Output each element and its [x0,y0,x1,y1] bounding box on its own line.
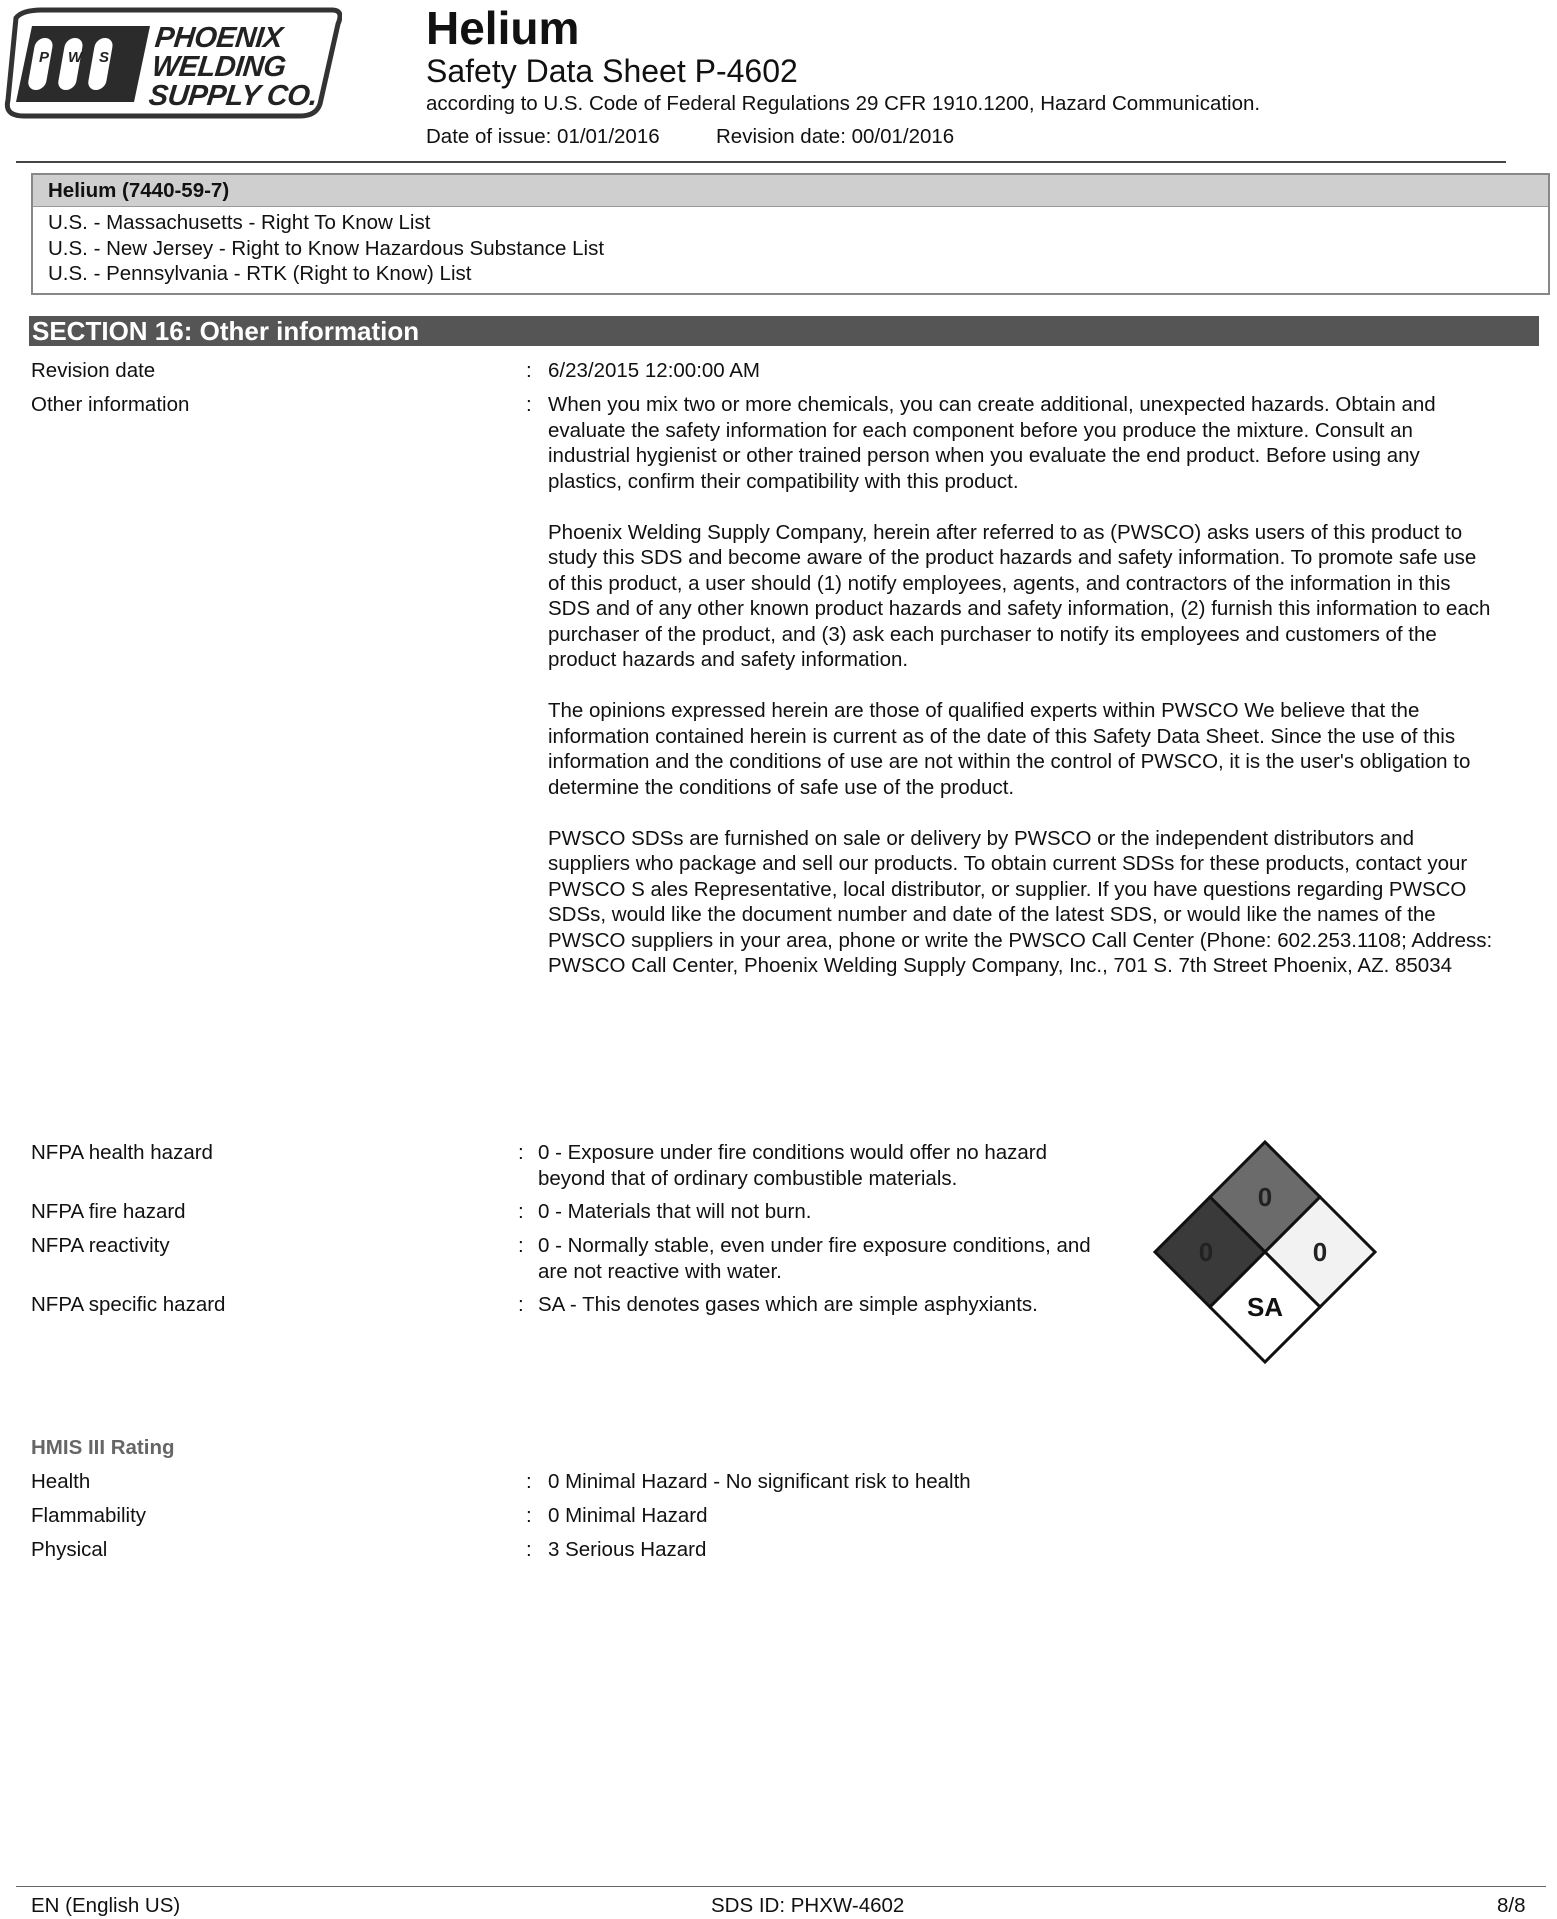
logo-badge-letter-w: W [68,49,83,66]
revision-date-header: Revision date: 00/01/2016 [716,125,955,148]
hmis-heading: HMIS III Rating [31,1436,175,1459]
colon: : [518,1141,524,1164]
nfpa-reactivity-value: 0 - Normally stable, even under fire exposure conditions, and are not reactive with water. [538,1234,1091,1283]
colon: : [518,1234,524,1257]
nfpa-special-rating: SA [1246,1292,1284,1322]
nfpa-fire-rating: 0 [1257,1182,1273,1212]
nfpa-health-label: NFPA health hazard [31,1141,213,1164]
nfpa-health-value: 0 - Exposure under fire conditions would offer no hazard beyond that of ordinary combustible materials. [538,1141,1048,1190]
paragraph: When you mix two or more chemicals, you can create additional, unexpected hazards. Obtain and evaluate the safety information for each component before you produce the mixture. Consult an industrial hygienist or other trained person when you evaluate the end product. Before using any plastics, confirm their compatibility with this product. [548,393,1436,493]
footer-divider [16,1886,1546,1887]
colon: : [526,359,532,382]
regulation-list-box [31,173,1550,295]
other-information-label: Other information [31,393,190,416]
hmis-physical-value: 3 Serious Hazard [548,1538,707,1561]
logo-badge-letter-s: S [99,49,110,66]
other-information-text [548,392,1498,1004]
regulation-box-heading: Helium (7440-59-7) [33,175,1548,207]
nfpa-specific-value: SA - This denotes gases which are simple asphyxiants. [538,1293,1038,1316]
list-item: U.S. - Pennsylvania - RTK (Right to Know) List [48,262,472,285]
section-heading: SECTION 16: Other information [29,316,1539,346]
nfpa-specific-label: NFPA specific hazard [31,1293,226,1316]
footer-sds-id: SDS ID: PHXW-4602 [711,1894,905,1917]
nfpa-reactivity-rating: 0 [1312,1237,1328,1267]
footer-page-number: 8/8 [1497,1894,1526,1917]
document-dates [426,124,954,149]
regulation-list [48,210,604,287]
logo-line-1: PHOENIX [153,22,284,54]
colon: : [526,1504,532,1527]
logo-line-3: SUPPLY CO. [147,80,319,112]
nfpa-diamond [1150,1138,1380,1368]
colon: : [518,1293,524,1316]
hmis-health-value: 0 Minimal Hazard - No significant risk to health [548,1470,971,1493]
product-name: Helium [426,2,580,54]
hmis-flammability-label: Flammability [31,1504,147,1527]
list-item: U.S. - Massachusetts - Right To Know List [48,211,431,234]
document-title: Safety Data Sheet P-4602 [426,53,798,89]
hmis-health-label: Health [31,1470,91,1493]
logo-wordmark [147,24,324,111]
logo-badge-letter-p: P [39,49,50,66]
colon: : [518,1200,524,1223]
list-item: U.S. - New Jersey - Right to Know Hazardous Substance List [48,236,605,260]
paragraph: PWSCO SDSs are furnished on sale or delivery by PWSCO or the independent distributors and suppliers who package and sell our products. To obtain current SDSs for these products, contact your PWSCO S ales Representative, local distributor, or supplier. If you have questions regarding PWSCO SDSs, would like the document number and date of the latest SDS, or would like the names of the PWSCO suppliers in your area, phone or write the PWSCO Call Center (Phone: 602.253.1108; Address: PWSCO Call Center, Phoenix Welding Supply Company, Inc., 701 S. 7th Street Phoenix, AZ. 85034 [548,826,1493,977]
revision-date-label: Revision date [31,359,156,382]
nfpa-fire-label: NFPA fire hazard [31,1200,186,1223]
hmis-flammability-value: 0 Minimal Hazard [548,1504,708,1527]
footer-language: EN (English US) [31,1894,181,1917]
nfpa-reactivity-label: NFPA reactivity [31,1234,170,1257]
regulation-statement: according to U.S. Code of Federal Regulations 29 CFR 1910.1200, Hazard Communication. [426,92,1261,115]
header-divider [16,161,1506,163]
paragraph: Phoenix Welding Supply Company, herein after referred to as (PWSCO) asks users of this product to study this SDS and become aware of the product hazards and safety information. To promote safe use of this product, a user should (1) notify employees, agents, and contractors of the information in this SDS and of any other known product hazards and safety information, (2) furnish this information to each purchaser of the product, and (3) ask each purchaser to notify its employees and customers of the product hazards and safety information. [548,520,1491,671]
date-of-issue: Date of issue: 01/01/2016 [426,125,660,148]
colon: : [526,1538,532,1561]
nfpa-health-rating: 0 [1198,1237,1214,1267]
revision-date-value: 6/23/2015 12:00:00 AM [548,359,761,382]
logo-line-2: WELDING [150,51,288,83]
colon: : [526,393,532,416]
colon: : [526,1470,532,1493]
company-logo [2,4,342,122]
hmis-physical-label: Physical [31,1538,108,1561]
nfpa-fire-value: 0 - Materials that will not burn. [538,1200,812,1223]
paragraph: The opinions expressed herein are those of qualified experts within PWSCO We believe that the information contained herein is current as of the date of this Safety Data Sheet. Since the use of this information and the conditions of use are not within the control of PWSCO, it is the user's obligation to determine the conditions of safe use of the product. [548,699,1471,799]
